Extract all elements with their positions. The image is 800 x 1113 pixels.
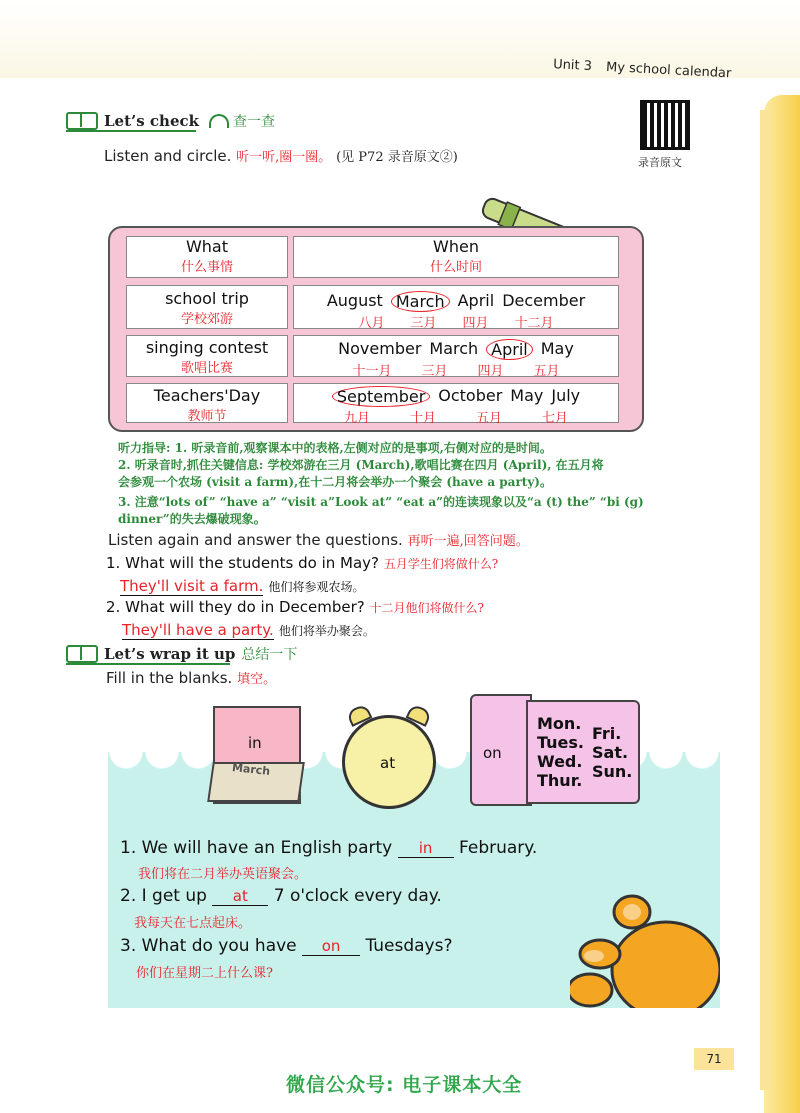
guide-line: dinner”的失去爆破现象。	[118, 512, 266, 526]
weekday: Sat.	[592, 743, 629, 762]
month-cn: 四月	[462, 316, 489, 331]
question-2	[106, 598, 484, 616]
answer-2-cn: 他们将举办聚会。	[278, 624, 375, 638]
weekday-list-right	[592, 724, 632, 781]
qr-label: 录音原文	[638, 156, 682, 169]
calendar-prep: in	[248, 734, 262, 752]
headphone-icon	[209, 114, 229, 128]
event-school-trip: school trip	[165, 289, 249, 308]
clock-prep: at	[380, 754, 396, 772]
month-option[interactable]: December	[502, 291, 586, 310]
fill-instruction	[106, 668, 276, 687]
month-option[interactable]: May	[510, 386, 544, 405]
sentence-3-cn: 你们在星期二上什么课?	[136, 966, 273, 981]
fill-sentence-2	[120, 886, 442, 906]
answer-1-text[interactable]: They'll visit a farm.	[120, 577, 264, 595]
month-option-circled[interactable]: September	[332, 386, 430, 407]
header-when-en: When	[433, 237, 479, 256]
lets-wrap-title: Let’s wrap it up	[104, 645, 236, 663]
section-underline	[66, 130, 196, 132]
bear-illustration	[570, 892, 720, 1008]
table-header-what	[126, 236, 288, 278]
table-row	[126, 335, 288, 377]
question-2-cn: 十二月他们将做什么?	[369, 601, 484, 615]
month-cn: 十月	[409, 411, 436, 426]
month-option[interactable]: March	[429, 339, 479, 358]
month-option[interactable]: May	[540, 339, 574, 358]
month-cn: 三月	[421, 364, 448, 379]
unit-number: Unit 3	[552, 57, 593, 75]
event-school-trip-cn: 学校郊游	[180, 312, 233, 327]
sentence-2-post: 7 o'clock every day.	[273, 886, 442, 906]
sentence-3-pre: 3. What do you have	[120, 936, 297, 956]
check-instruction-cn: 听一听,圈一圈。	[236, 150, 332, 165]
qr-code-icon[interactable]	[640, 100, 690, 150]
listening-guide	[118, 440, 743, 528]
sentence-3-post: Tuesdays?	[365, 936, 453, 956]
check-instruction-en: Listen and circle.	[104, 147, 232, 165]
listen-again-instruction	[108, 530, 529, 549]
month-cn: 五月	[476, 411, 503, 426]
event-teachers-day: Teachers'Day	[153, 386, 261, 405]
month-cn: 七月	[542, 411, 569, 426]
answer-2-text[interactable]: They'll have a party.	[122, 621, 274, 639]
guide-line: 会参观一个农场 (visit a farm),在十二月将会举办一个聚会 (have a party)。	[118, 475, 552, 489]
months-row-1	[293, 285, 619, 329]
lets-wrap-header	[66, 643, 297, 665]
check-instruction	[104, 146, 458, 165]
listen-again-cn: 再听一遍,回答问题。	[407, 534, 529, 549]
month-cn: 十一月	[352, 364, 392, 379]
event-teachers-day-cn: 教师节	[187, 409, 227, 424]
listen-again-en: Listen again and answer the questions.	[108, 531, 403, 549]
guide-line: 3. 注意“lots of” “have a” “visit a”Look at” “eat a”的连读现象以及“a (t) the” “bi (g)	[118, 495, 644, 509]
book-icon	[66, 645, 98, 663]
check-instruction-note: (见 P72 录音原文②)	[336, 150, 458, 165]
question-1	[106, 554, 498, 572]
fill-instruction-en: Fill in the blanks.	[106, 669, 233, 687]
sentence-1-pre: 1. We will have an English party	[120, 838, 393, 858]
unit-title: My school calendar	[605, 59, 732, 82]
blank-3[interactable]: on	[302, 937, 360, 956]
month-cn: 五月	[533, 364, 560, 379]
question-1-cn: 五月学生们将做什么?	[383, 557, 499, 571]
fill-sentence-1	[120, 838, 537, 858]
month-cn: 八月	[358, 316, 385, 331]
month-cn: 四月	[477, 364, 504, 379]
month-option[interactable]: October	[438, 386, 503, 405]
month-cn: 十二月	[514, 316, 554, 331]
month-option[interactable]: August	[326, 291, 383, 310]
weekday: Mon.	[537, 714, 582, 733]
question-2-text: 2. What will they do in December?	[106, 598, 365, 616]
page-number: 71	[694, 1048, 734, 1070]
header-what-en: What	[185, 237, 229, 256]
question-1-text: 1. What will the students do in May?	[106, 554, 379, 572]
month-option-circled[interactable]: April	[486, 339, 533, 360]
watermark-text: 微信公众号: 电子课本大全	[286, 1074, 523, 1096]
calendar-month: March	[231, 761, 271, 778]
sentence-2-cn: 我每天在七点起床。	[134, 916, 252, 931]
table-row	[126, 383, 288, 423]
book-prep: on	[483, 744, 502, 762]
header-what-cn: 什么事情	[180, 260, 233, 275]
table-header-when	[293, 236, 619, 278]
weekday-list-left	[537, 714, 584, 790]
guide-line: 听力指导: 1. 听录音前,观察课本中的表格,左侧对应的是事项,右侧对应的是时间。	[118, 441, 552, 455]
answer-1	[120, 576, 365, 595]
answer-2	[122, 620, 375, 639]
table-row	[126, 285, 288, 329]
header-when-cn: 什么时间	[429, 260, 482, 275]
answer-1-cn: 他们将参观农场。	[268, 580, 365, 594]
weekday: Tues.	[537, 733, 584, 752]
fill-sentence-3	[120, 936, 453, 956]
lets-wrap-cn: 总结一下	[241, 647, 298, 663]
sentence-1-cn: 我们将在二月举办英语聚会。	[138, 867, 308, 882]
month-option[interactable]: November	[338, 339, 422, 358]
event-singing-contest-cn: 歌唱比赛	[180, 361, 233, 376]
months-row-3	[293, 383, 619, 426]
guide-line: 2. 听录音时,抓住关键信息: 学校郊游在三月 (March),歌唱比赛在四月 (April), 在五月将	[118, 458, 604, 472]
event-singing-contest: singing contest	[145, 338, 269, 357]
page-edge-stripe	[760, 110, 770, 1090]
weekday: Thur.	[537, 771, 583, 790]
months-row-2	[293, 335, 619, 377]
month-cn: 九月	[343, 411, 370, 426]
weekday: Fri.	[592, 724, 622, 743]
section-underline	[66, 663, 230, 665]
month-cn: 三月	[410, 316, 437, 331]
blank-1[interactable]: in	[398, 839, 454, 858]
month-option-circled[interactable]: March	[391, 291, 450, 312]
book-icon	[66, 112, 98, 130]
month-option[interactable]: July	[551, 386, 581, 405]
lets-check-cn: 查一查	[233, 114, 276, 130]
weekday: Sun.	[592, 762, 633, 781]
weekday: Wed.	[537, 752, 583, 771]
blank-2[interactable]: at	[212, 887, 268, 906]
fill-instruction-cn: 填空。	[237, 672, 277, 687]
sentence-1-post: February.	[459, 838, 538, 858]
month-option[interactable]: April	[457, 291, 495, 310]
lets-check-header	[66, 110, 275, 132]
lets-check-title: Let’s check	[104, 112, 200, 130]
sentence-2-pre: 2. I get up	[120, 886, 207, 906]
